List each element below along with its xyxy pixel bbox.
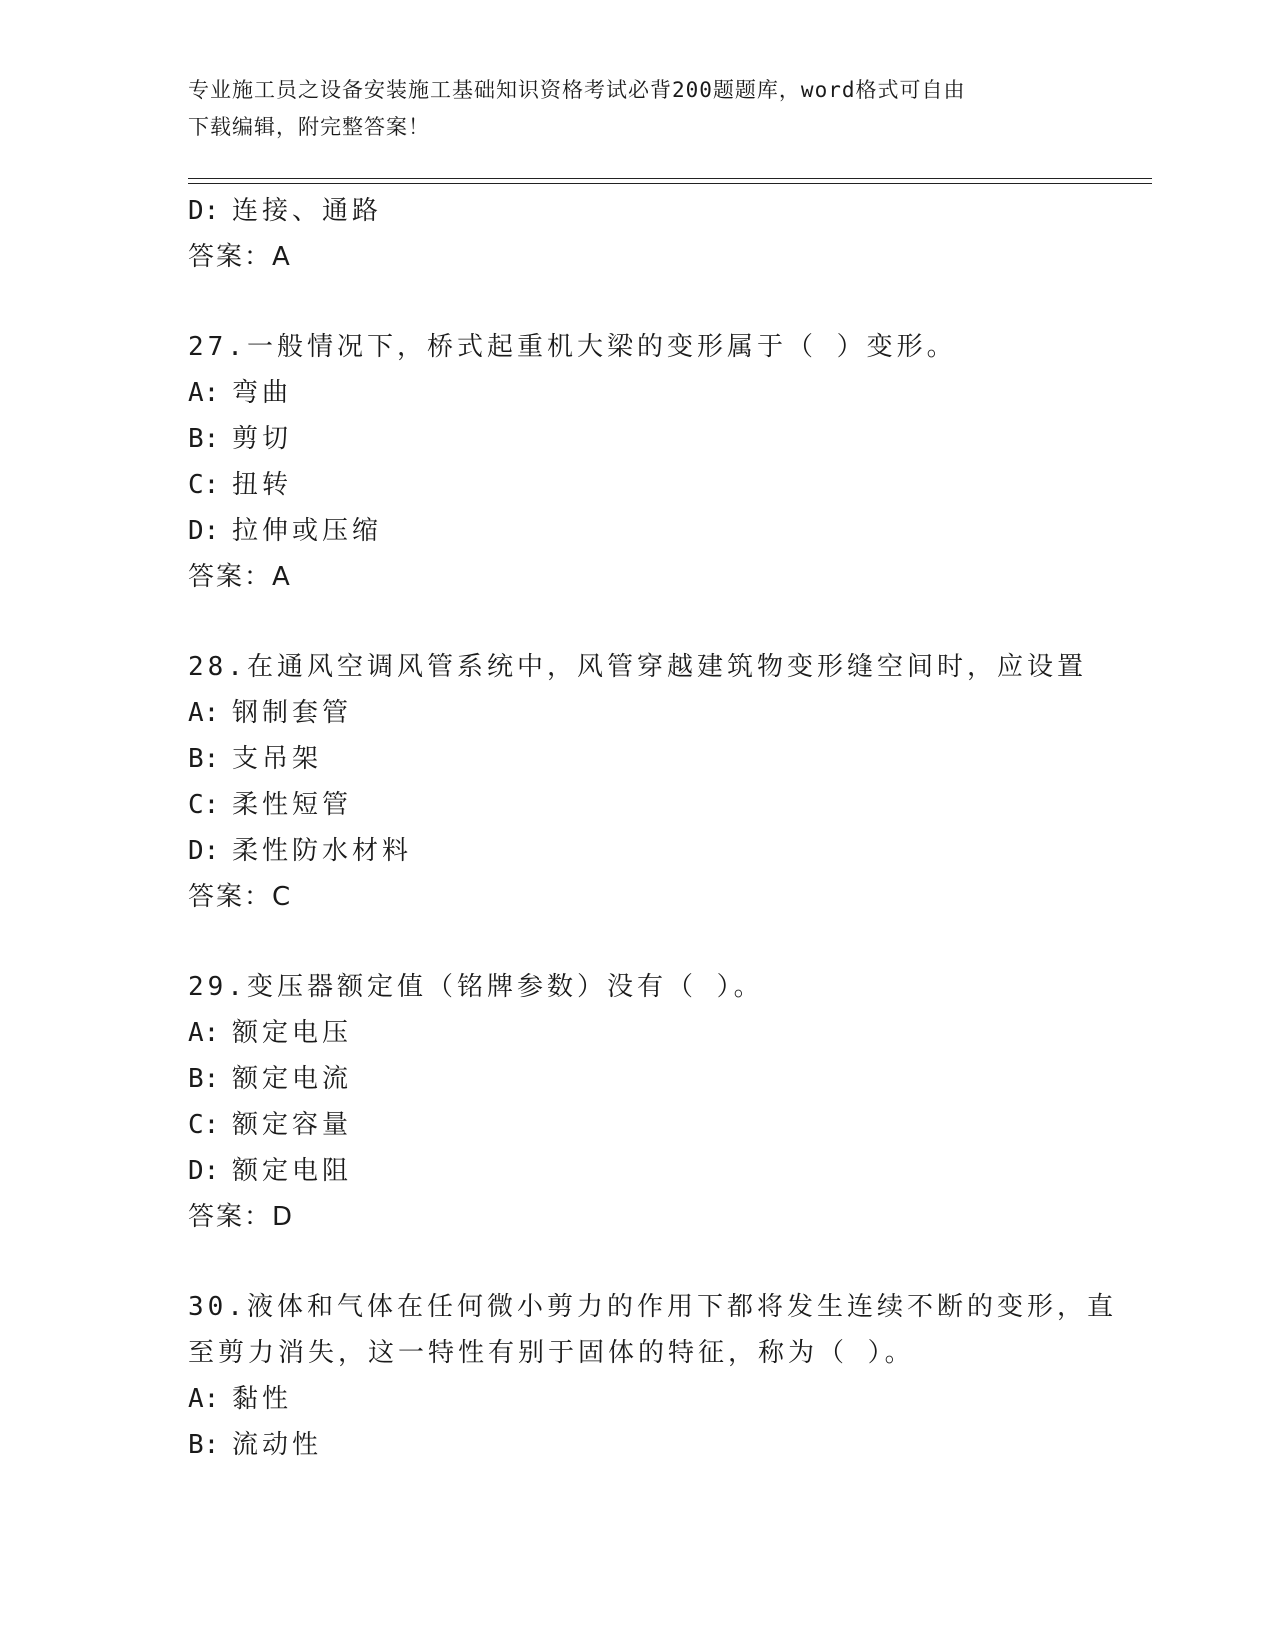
question-28	[188, 644, 1088, 920]
question-stem: 28.在通风空调风管系统中，风管穿越建筑物变形缝空间时，应设置	[188, 652, 1087, 682]
question-26-tail	[188, 188, 1088, 280]
option-label: C:	[188, 470, 220, 500]
option-b	[188, 416, 1088, 462]
option-label: D:	[188, 1156, 220, 1186]
option-text: 钢制套管	[232, 698, 353, 728]
option-a	[188, 370, 1088, 416]
document-header	[188, 72, 1088, 146]
answer: 答案：C	[188, 882, 293, 912]
option-text: 额定电压	[232, 1018, 353, 1048]
option-text: 流动性	[232, 1430, 323, 1460]
option-a	[188, 1010, 1088, 1056]
option-text: 黏性	[232, 1384, 293, 1414]
option-label: D:	[188, 196, 220, 226]
header-line-1: 专业施工员之设备安装施工基础知识资格考试必背200题题库，word格式可自由	[188, 78, 966, 102]
option-text: 柔性防水材料	[232, 836, 413, 866]
option-c	[188, 782, 1088, 828]
option-text: 额定电阻	[232, 1156, 353, 1186]
option-label: B:	[188, 424, 220, 454]
answer: 答案：A	[188, 242, 292, 272]
option-b	[188, 1422, 1088, 1468]
question-29	[188, 964, 1088, 1240]
option-a	[188, 1376, 1088, 1422]
option-text: 额定容量	[232, 1110, 353, 1140]
option-label: C:	[188, 1110, 220, 1140]
question-stem: 27.一般情况下，桥式起重机大梁的变形属于（ ）变形。	[188, 332, 957, 362]
option-label: B:	[188, 1064, 220, 1094]
question-30	[188, 1284, 1117, 1468]
question-stem: 29.变压器额定值（铭牌参数）没有（ ）。	[188, 972, 764, 1002]
answer: 答案：D	[188, 1202, 295, 1232]
option-d	[188, 1148, 1088, 1194]
option-d	[188, 828, 1088, 874]
question-stem-line-2: 至剪力消失，这一特性有别于固体的特征，称为（ ）。	[188, 1338, 915, 1368]
option-label: D:	[188, 836, 220, 866]
option-d	[188, 508, 1088, 554]
question-stem-line-1: 30.液体和气体在任何微小剪力的作用下都将发生连续不断的变形，直	[188, 1292, 1117, 1322]
option-label: A:	[188, 1018, 220, 1048]
option-c	[188, 462, 1088, 508]
option-label: A:	[188, 698, 220, 728]
option-b	[188, 736, 1088, 782]
option-label: D:	[188, 516, 220, 546]
option-c	[188, 1102, 1088, 1148]
option-d	[188, 188, 1088, 234]
answer: 答案：A	[188, 562, 292, 592]
option-text: 弯曲	[232, 378, 293, 408]
header-divider-top	[188, 178, 1152, 179]
document-body	[188, 188, 1117, 1468]
option-b	[188, 1056, 1088, 1102]
option-text: 拉伸或压缩	[232, 516, 383, 546]
option-text: 额定电流	[232, 1064, 353, 1094]
option-text: 扭转	[232, 470, 293, 500]
option-text: 柔性短管	[232, 790, 353, 820]
option-label: C:	[188, 790, 220, 820]
option-a	[188, 690, 1088, 736]
option-label: B:	[188, 744, 220, 774]
header-line-2: 下载编辑，附完整答案！	[188, 115, 430, 139]
question-27	[188, 324, 1088, 600]
option-label: B:	[188, 1430, 220, 1460]
option-text: 剪切	[232, 424, 293, 454]
option-label: A:	[188, 378, 220, 408]
option-text: 连接、通路	[232, 196, 383, 226]
header-divider-bottom	[188, 183, 1152, 184]
option-text: 支吊架	[232, 744, 323, 774]
option-label: A:	[188, 1384, 220, 1414]
